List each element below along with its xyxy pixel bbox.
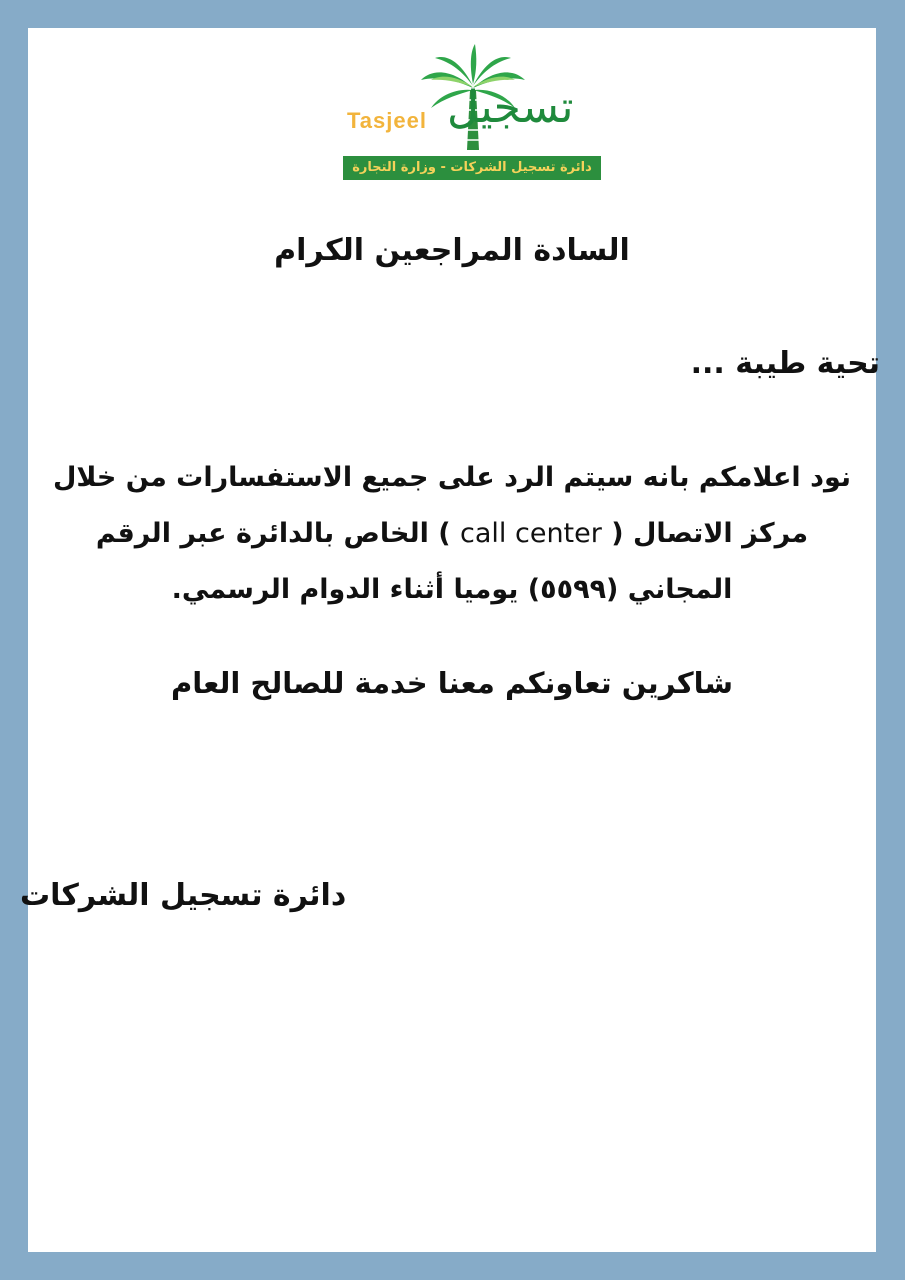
body-text-before: نود اعلامكم بانه سيتم الرد على جميع الاستفسارات من خلال مركز الاتصال (: [52, 462, 852, 549]
logo-arabic-text: تسجيل: [447, 82, 574, 133]
document-page: [20, 28, 880, 1252]
greeting: تحية طيبة ...: [690, 346, 880, 381]
body-text-after: ) الخاص بالدائرة عبر الرقم المجاني (٥٥٩٩) يوميا أثناء الدوام الرسمي.: [95, 518, 733, 605]
logo-latin-text: Tasjeel: [347, 108, 427, 133]
thanks-line: شاكرين تعاونكم معنا خدمة للصالح العام: [170, 666, 734, 700]
signature: دائرة تسجيل الشركات: [20, 878, 347, 913]
call-center-label: call center: [460, 518, 602, 549]
logo-subtitle: دائرة تسجيل الشركات - وزارة التجارة: [343, 156, 601, 180]
tasjeel-logo: [343, 40, 603, 185]
announcement-body: [48, 450, 856, 618]
page-title: السادة المراجعين الكرام: [274, 233, 630, 268]
